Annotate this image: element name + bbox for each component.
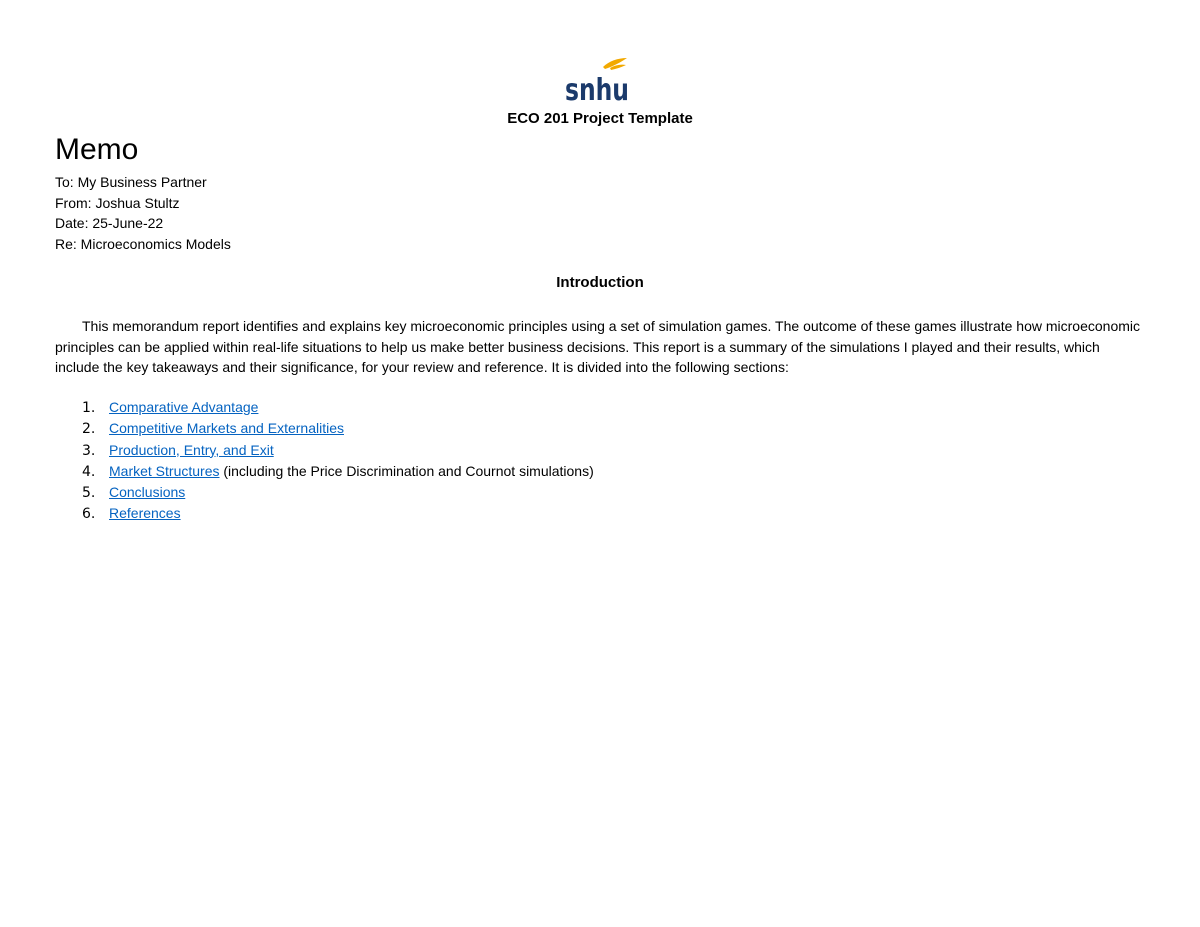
introduction-paragraph: This memorandum report identifies and explains key microeconomic principles using a set of simulation games. The outcome of these games illustrate how microeconomic principles can be applied within real-life situations to help us make better business decisions. This report is a summary of the simulations I played and their results, which include the key takeaways and their significance, for your review and reference. It is divided into the following sections: bbox=[55, 318, 1141, 376]
list-item-suffix: (including the Price Discrimination and Cournot simulations) bbox=[219, 462, 594, 479]
introduction-heading: Introduction bbox=[556, 274, 644, 291]
list-item bbox=[55, 503, 594, 524]
list-item bbox=[55, 397, 594, 418]
memo-heading: Memo bbox=[55, 133, 139, 166]
list-item bbox=[55, 461, 594, 482]
memo-from-line: From: Joshua Stultz bbox=[55, 194, 180, 211]
link-competitive-markets[interactable]: Competitive Markets and Externalities bbox=[109, 420, 344, 437]
list-number: 1. bbox=[82, 400, 96, 416]
list-number: 2. bbox=[82, 421, 96, 438]
snhu-leaf-logo-icon bbox=[565, 56, 631, 108]
list-number: 3. bbox=[82, 442, 96, 459]
memo-date-line: Date: 25-June-22 bbox=[55, 215, 164, 232]
list-item bbox=[55, 482, 594, 503]
link-references[interactable]: References bbox=[109, 505, 181, 522]
link-conclusions[interactable]: Conclusions bbox=[109, 484, 186, 501]
memo-header bbox=[55, 172, 231, 254]
list-item bbox=[55, 418, 594, 439]
snhu-logo bbox=[565, 56, 631, 108]
list-number: 5. bbox=[82, 485, 96, 502]
logo-wordmark: snhu bbox=[565, 73, 629, 108]
list-number: 6. bbox=[82, 506, 96, 523]
memo-to-line: To: My Business Partner bbox=[55, 174, 207, 190]
link-comparative-advantage[interactable]: Comparative Advantage bbox=[109, 399, 259, 415]
section-list bbox=[55, 397, 594, 525]
link-production-entry-exit[interactable]: Production, Entry, and Exit bbox=[109, 441, 274, 458]
memo-re-line: Re: Microeconomics Models bbox=[55, 235, 231, 252]
link-market-structures[interactable]: Market Structures bbox=[109, 462, 220, 479]
list-item bbox=[55, 440, 594, 461]
document-title: ECO 201 Project Template bbox=[507, 110, 693, 127]
list-number: 4. bbox=[82, 463, 96, 480]
